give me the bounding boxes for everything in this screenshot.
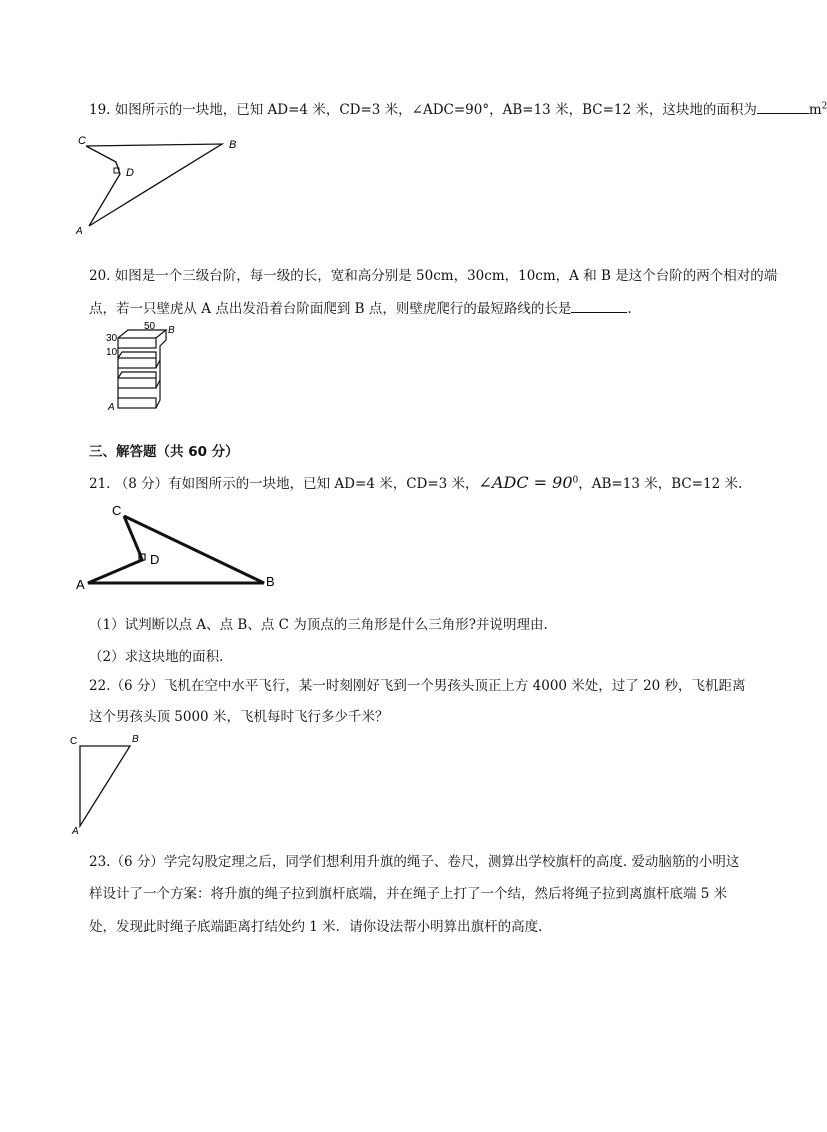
q19-figure [74, 130, 254, 240]
q22-triangle [80, 746, 130, 826]
q22-figure [70, 730, 150, 835]
q19-text: 19. 如图所示的一块地，已知 AD=4 米，CD=3 米，∠ADC=90°，AB=13 米，BC=12 米，这块地的面积为 [89, 102, 757, 118]
q20-line2: 点，若一只壁虎从 A 点出发沿着台阶面爬到 B 点，则壁虎爬行的最短路线的长是 [89, 301, 572, 317]
q20-label-50: 50 [144, 321, 156, 332]
q21-sub1: （1）试判断以点 A、点 B、点 C 为顶点的三角形是什么三角形?并说明理由. [89, 617, 548, 633]
q19-label-a: A [76, 226, 83, 237]
q21-text-line [89, 472, 742, 492]
q20-line1: 20. 如图是一个三级台阶，每一级的长，宽和高分别是 50cm，30cm，10cm，A 和 B 是这个台阶的两个相对的端 [89, 268, 778, 284]
q19-quadrilateral [86, 144, 222, 226]
q21-sub2: （2）求这块地的面积. [89, 649, 224, 665]
q20-label-a: A [108, 402, 115, 413]
q19-label-b: B [229, 139, 237, 151]
q20-stairs [118, 330, 166, 408]
q23-line2: 样设计了一个方案：将升旗的绳子拉到旗杆底端，并在绳子上打了一个结，然后将绳子拉到离旗杆底端 5 米 [89, 886, 728, 902]
q22-line1: 22.（6 分）飞机在空中水平飞行，某一时刻刚好飞到一个男孩头顶正上方 4000 米处，过了 20 秒，飞机距离 [89, 678, 746, 694]
q21-text-b: ，AB=13 米，BC=12 米. [578, 476, 743, 492]
q20-label-10: 10 [106, 347, 118, 358]
q21-label-a: A [76, 577, 85, 592]
q21-text-a: 21. （8 分）有如图所示的一块地，已知 AD=4 米，CD=3 米， [89, 476, 479, 492]
q19-unit: m [808, 102, 822, 118]
q22-label-c: C [70, 736, 78, 747]
q19-label-c: C [78, 135, 86, 147]
q23-line3: 处，发现此时绳子底端距离打结处约 1 米．请你设法帮小明算出旗杆的高度. [89, 919, 543, 935]
q22-label-a: A [72, 826, 79, 837]
q21-angle: ∠ADC = 90 [478, 473, 573, 492]
q21-label-d: D [150, 552, 160, 567]
q21-label-b: B [266, 574, 275, 589]
q23-line1: 23.（6 分）学完勾股定理之后，同学们想利用升旗的绳子、卷尺，测算出学校旗杆的高度. 爱动脑筋的小明这 [89, 854, 740, 870]
section-3-title: 三、解答题（共 60 分） [89, 444, 239, 460]
q21-angle-sup: 0 [572, 475, 579, 486]
q22-label-b: B [132, 734, 139, 745]
q21-quadrilateral [88, 516, 264, 583]
q19-text-line [89, 98, 827, 118]
q20-label-b: B [168, 325, 175, 336]
q21-figure [74, 500, 284, 595]
q19-answer-blank[interactable] [757, 99, 809, 114]
q22-line2: 这个男孩头顶 5000 米，飞机每时飞行多少千米？ [89, 709, 389, 725]
q21-label-c: C [112, 503, 122, 518]
q19-unit-sup: 2 [821, 101, 827, 112]
q20-line2-wrap [89, 297, 632, 317]
q20-label-30: 30 [106, 333, 118, 344]
q19-label-d: D [126, 167, 134, 179]
q20-line2-end: . [627, 301, 632, 317]
q20-stairs-figure [104, 320, 194, 415]
q20-answer-blank[interactable] [571, 298, 627, 313]
